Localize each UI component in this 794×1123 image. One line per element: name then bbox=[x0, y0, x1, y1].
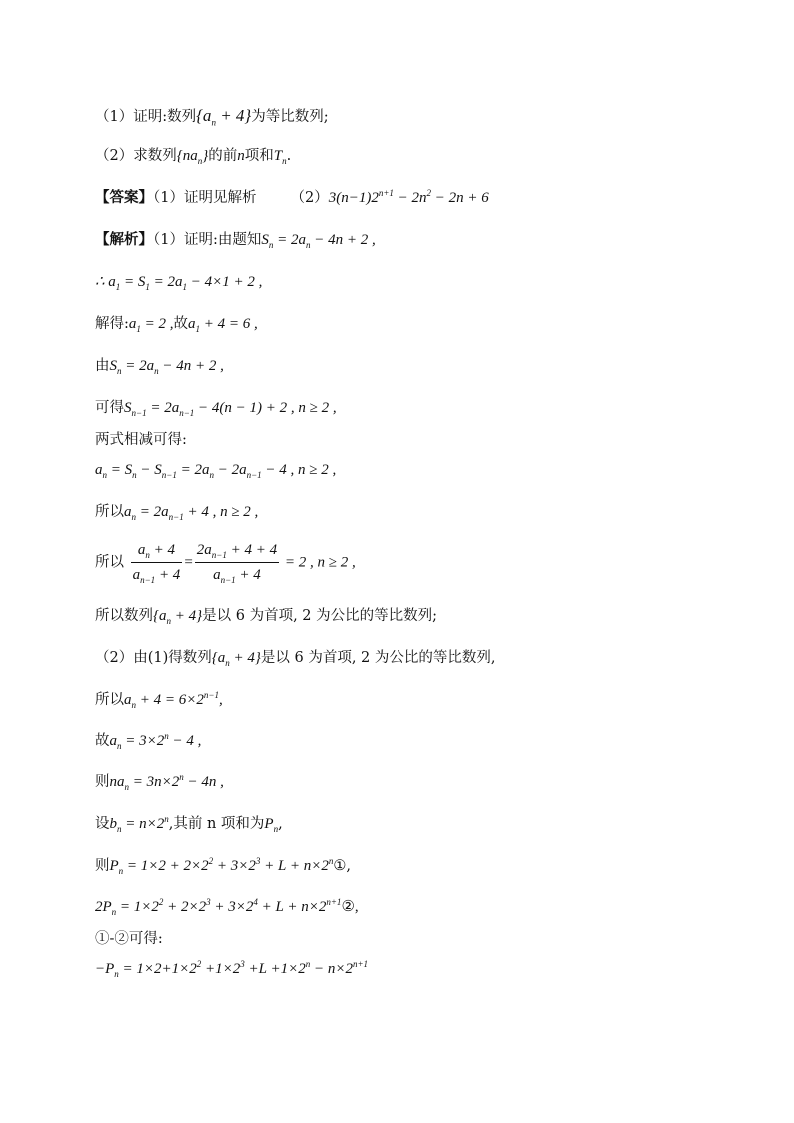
equation-negPn: $-P_n = 1\times 2+1\times 2^2 +1\times 2^3 +L +1\times 2^n - n\times 2^{n+1}$ bbox=[95, 959, 369, 979]
equation-general-term: 所以$a_n + 4 = 6\times 2^{n-1}$, bbox=[95, 690, 223, 710]
part-2-start: （2）由(1)得数列$\{a_n + 4\}$是以 6 为首项, 2 为公比的等比数列, bbox=[95, 650, 496, 668]
equation-given: 由$S_n = 2a_n - 4n + 2$ , bbox=[95, 358, 224, 376]
equation-difference: $a_n = S_n - S_{n-1} = 2a_n - 2a_{n-1} - 4$ , n ≥ 2 , bbox=[95, 462, 337, 480]
equation-shifted: 可得$S_{n-1} = 2a_{n-1} - 4(n - 1) + 2$ , n ≥ 2 , bbox=[95, 400, 337, 418]
equation-bn: 设$b_n = n\times 2^n$,其前 n 项和为$P_n$, bbox=[95, 814, 283, 834]
equation-ratio: 所以 $\frac{a_n + 4}{a_{n-1} + 4}$ = $\frac{2a_{n-1} + 4 + 4}{a_{n-1} + 4}$ = 2 , n ≥ 2 , bbox=[95, 542, 356, 585]
ratio-fraction-right: $\frac{2a_{n-1} + 4 + 4}{a_{n-1} + 4}$ bbox=[196, 542, 278, 585]
subtract-text: 两式相减可得: bbox=[95, 432, 187, 448]
ratio-fraction-left: $\frac{a_n + 4}{a_{n-1} + 4}$ bbox=[132, 542, 181, 585]
subtract-result-text: ①-②可得: bbox=[95, 931, 163, 947]
question-part-1: （1）证明:数列$\{a_n + 4\}$为等比数列; bbox=[95, 106, 329, 128]
equation-nan: 则$na_n = 3n\times 2^n - 4n$ , bbox=[95, 772, 224, 792]
equation-a1: ∴ $a_1 = S_1 = 2a_1 - 4\times 1 + 2$ , bbox=[95, 274, 263, 292]
equation-Pn: 则$P_n = 1\times 2 + 2\times 2^2 + 3\times 2^3 + L$ + $n\times 2^n①$, bbox=[95, 856, 351, 876]
answer-line: 【答案】（1）证明见解析 $(2)3(n-1)2^{n+1} - 2n^2 - 2n + 6$ bbox=[95, 188, 489, 206]
question-part-2: （2）求数列$\{na_n\}$的前n项和$T_n$. bbox=[95, 148, 292, 166]
equation-an: 故$a_n = 3\times 2^n - 4$ , bbox=[95, 731, 202, 751]
equation-solve: 解得$:a_1 = 2$ ,故$a_1 + 4 = 6$ , bbox=[95, 316, 258, 334]
equation-recurrence: 所以$a_n = 2a_{n-1} + 4$ , n ≥ 2 , bbox=[95, 504, 259, 522]
analysis-line-1: 【解析】（1）证明:由题知$S_n = 2a_n - 4n + 2$ , bbox=[95, 231, 376, 250]
conclusion-part-1: 所以数列$\{a_n + 4\}$是以 6 为首项, 2 为公比的等比数列; bbox=[95, 608, 438, 626]
equation-2Pn: $2P_n = 1\times 2^2 + 2\times 2^3 + 3\times 2^4 + L$ + $n\times 2^{n+1}②$, bbox=[95, 897, 359, 917]
